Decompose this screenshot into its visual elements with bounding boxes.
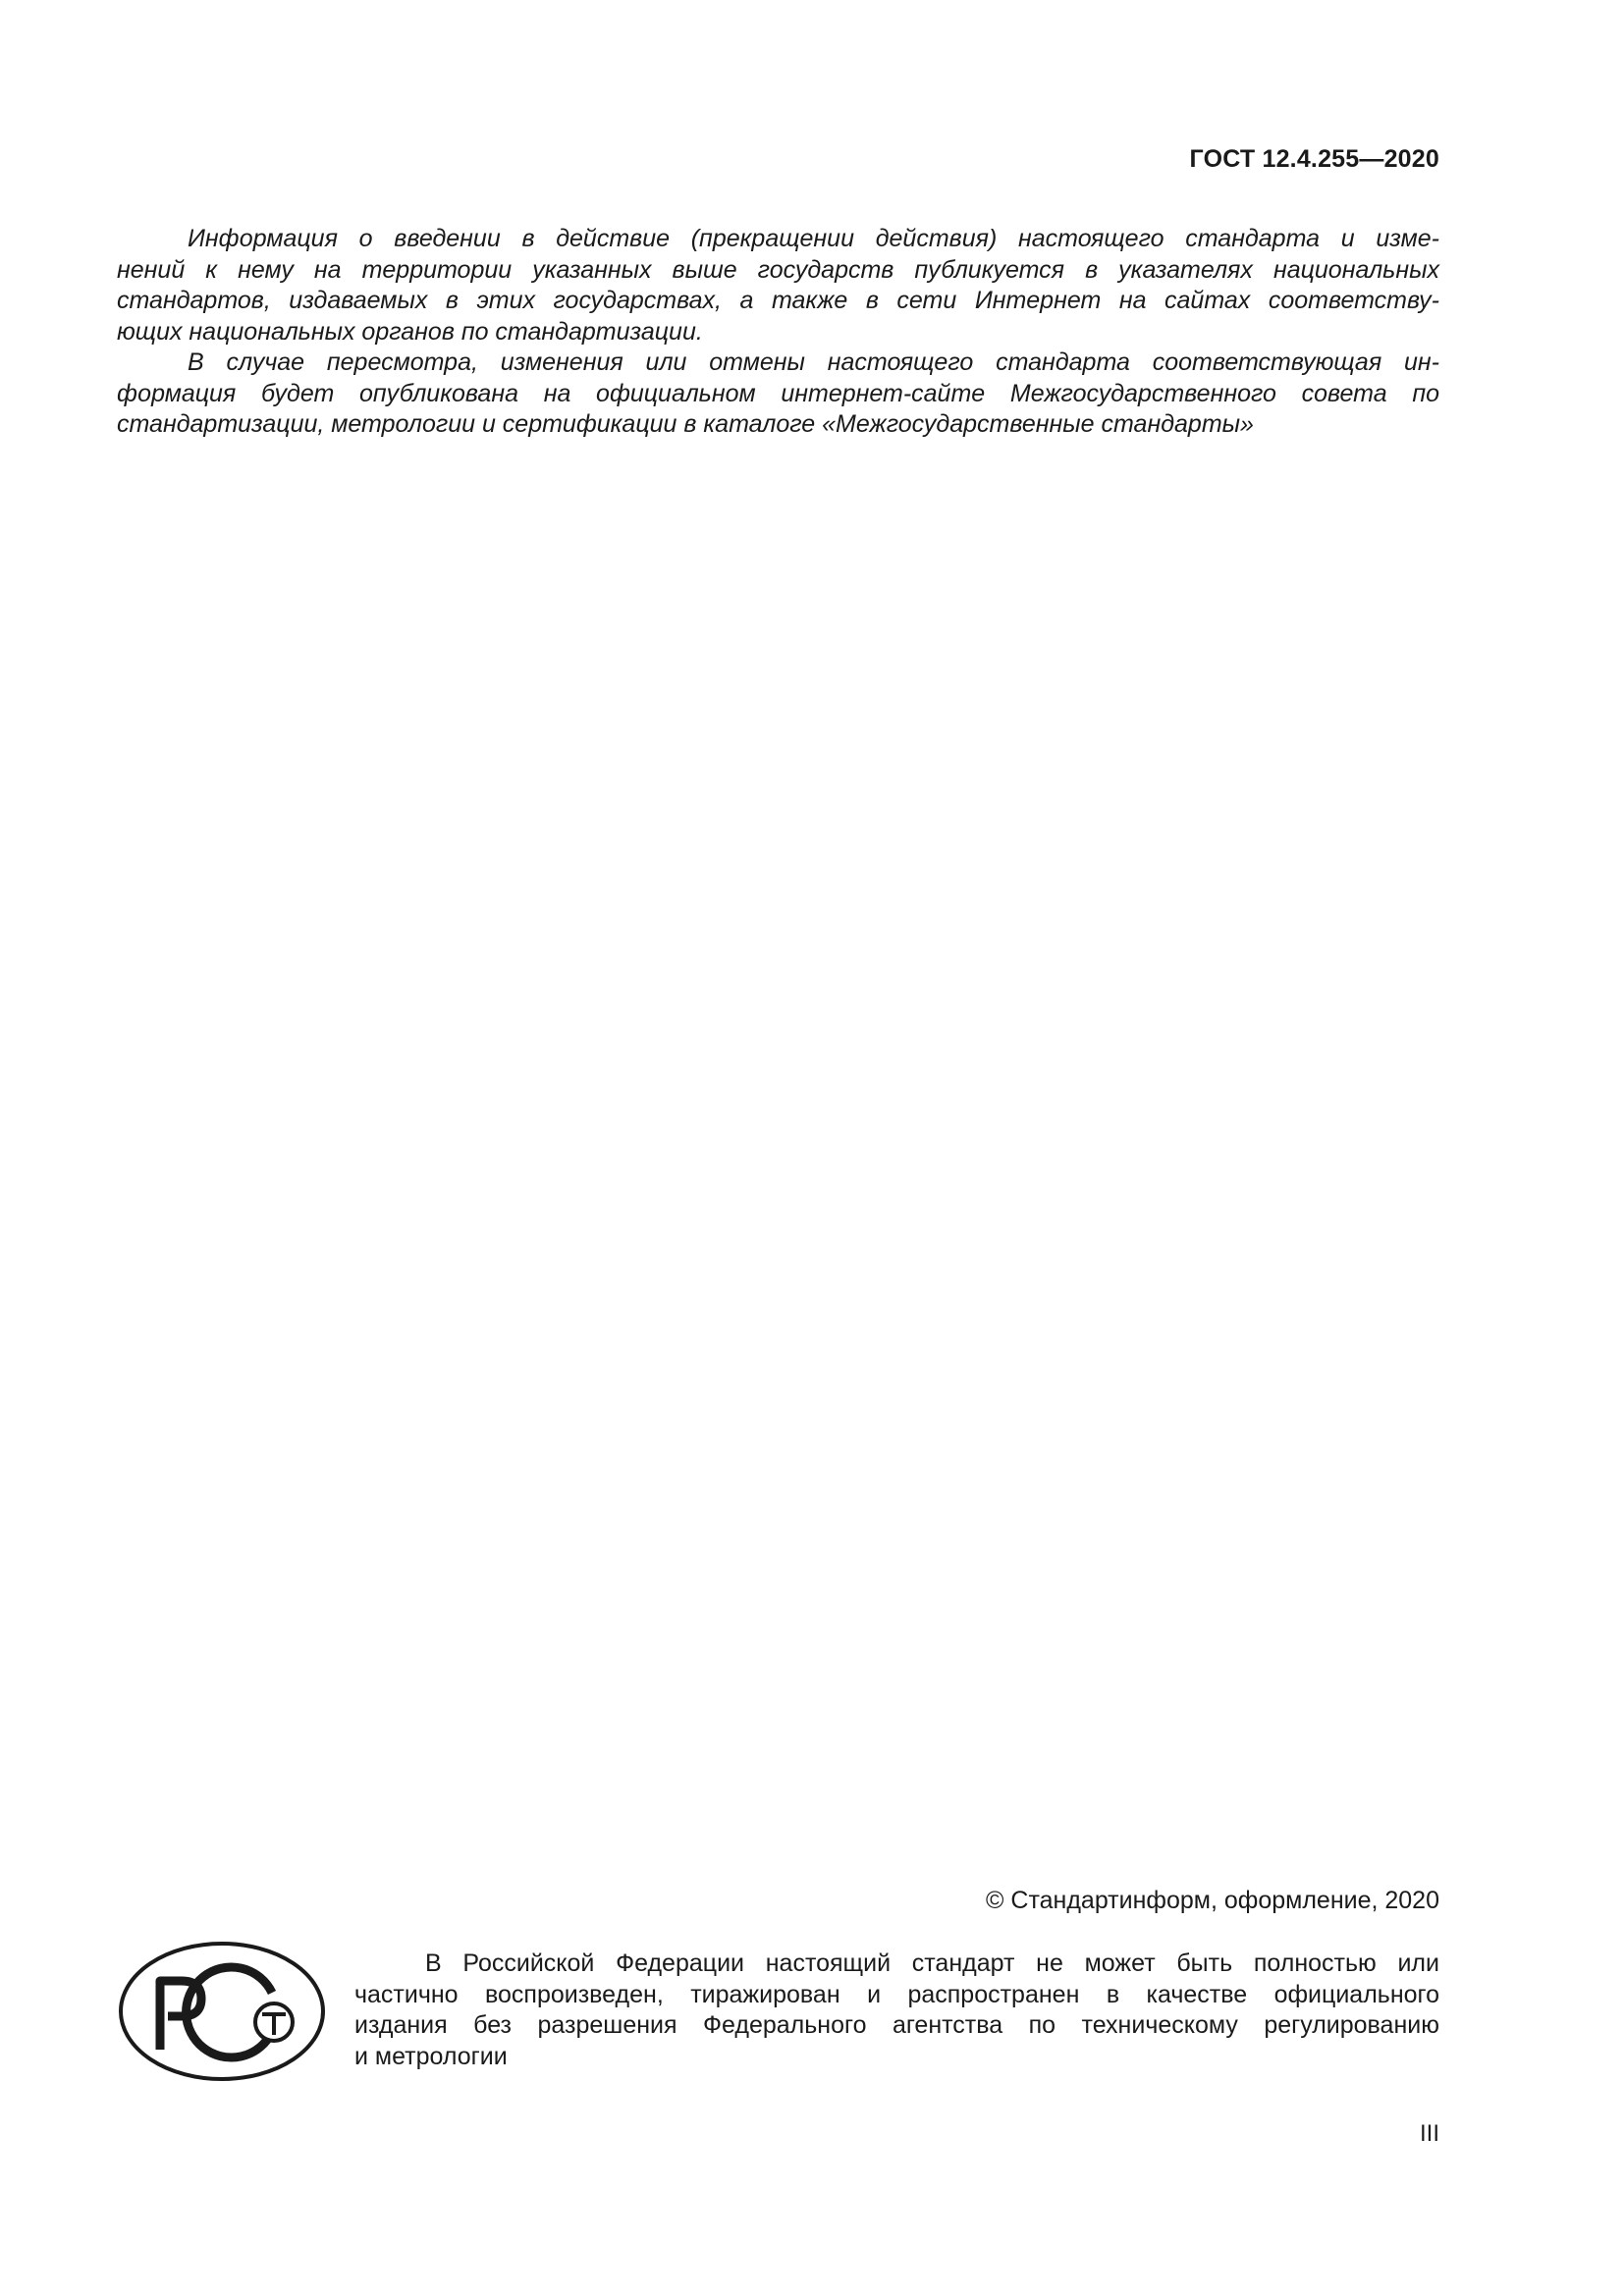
reproduction-restriction-notice — [354, 1949, 1439, 2072]
notice-line: нений к нему на территории указанных выше государств публикуется в указателях национальных — [117, 255, 1439, 284]
notice-line: формация будет опубликована на официальном интернет-сайте Межгосударственного совета по — [117, 379, 1439, 407]
rst-certification-logo-icon — [117, 1940, 327, 2083]
implementation-notice — [117, 224, 1439, 441]
notice-line: стандартов, издаваемых в этих государствах, а также в сети Интернет на сайтах соответству- — [117, 287, 1439, 314]
notice-line: Информация о введении в действие (прекращении действия) настоящего стандарта и изме- — [188, 225, 1439, 252]
page-number: III — [1419, 2120, 1439, 2147]
copyright-notice: © Стандартинформ, оформление, 2020 — [986, 1887, 1439, 1914]
legal-line: издания без разрешения Федерального агентства по техническому регулированию — [354, 2011, 1439, 2039]
legal-line: В Российской Федерации настоящий стандарт не может быть полностью или — [425, 1949, 1439, 1977]
standard-code-header: ГОСТ 12.4.255—2020 — [1189, 145, 1439, 173]
notice-line: стандартизации, метрологии и сертификации в каталоге «Межгосударственные стандарты» — [117, 410, 1254, 438]
legal-line: частично воспроизведен, тиражирован и распространен в качестве официального — [354, 1980, 1439, 2008]
legal-line: и метрологии — [354, 2042, 508, 2070]
notice-line: В случае пересмотра, изменения или отмены настоящего стандарта соответствующая ин- — [188, 348, 1439, 376]
notice-line: ющих национальных органов по стандартизации. — [117, 317, 703, 346]
